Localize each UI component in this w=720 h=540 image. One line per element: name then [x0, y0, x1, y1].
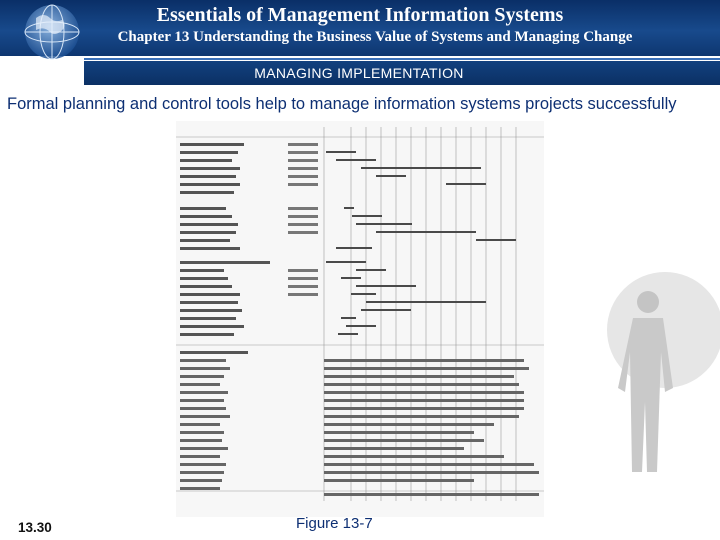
figure-caption: Figure 13-7	[296, 515, 373, 532]
slide-title: Essentials of Management Information Systems	[156, 4, 564, 26]
figure-13-7-image	[176, 121, 544, 517]
page-number: 13.30	[18, 520, 52, 535]
lead-text: Formal planning and control tools help to manage information systems projects successfully	[7, 95, 677, 113]
chapter-subtitle: Chapter 13 Understanding the Business Value of Systems and Managing Change	[117, 29, 633, 45]
header-divider	[84, 58, 720, 60]
section-title: MANAGING IMPLEMENTATION	[254, 65, 464, 81]
silhouette-figure	[545, 270, 720, 540]
